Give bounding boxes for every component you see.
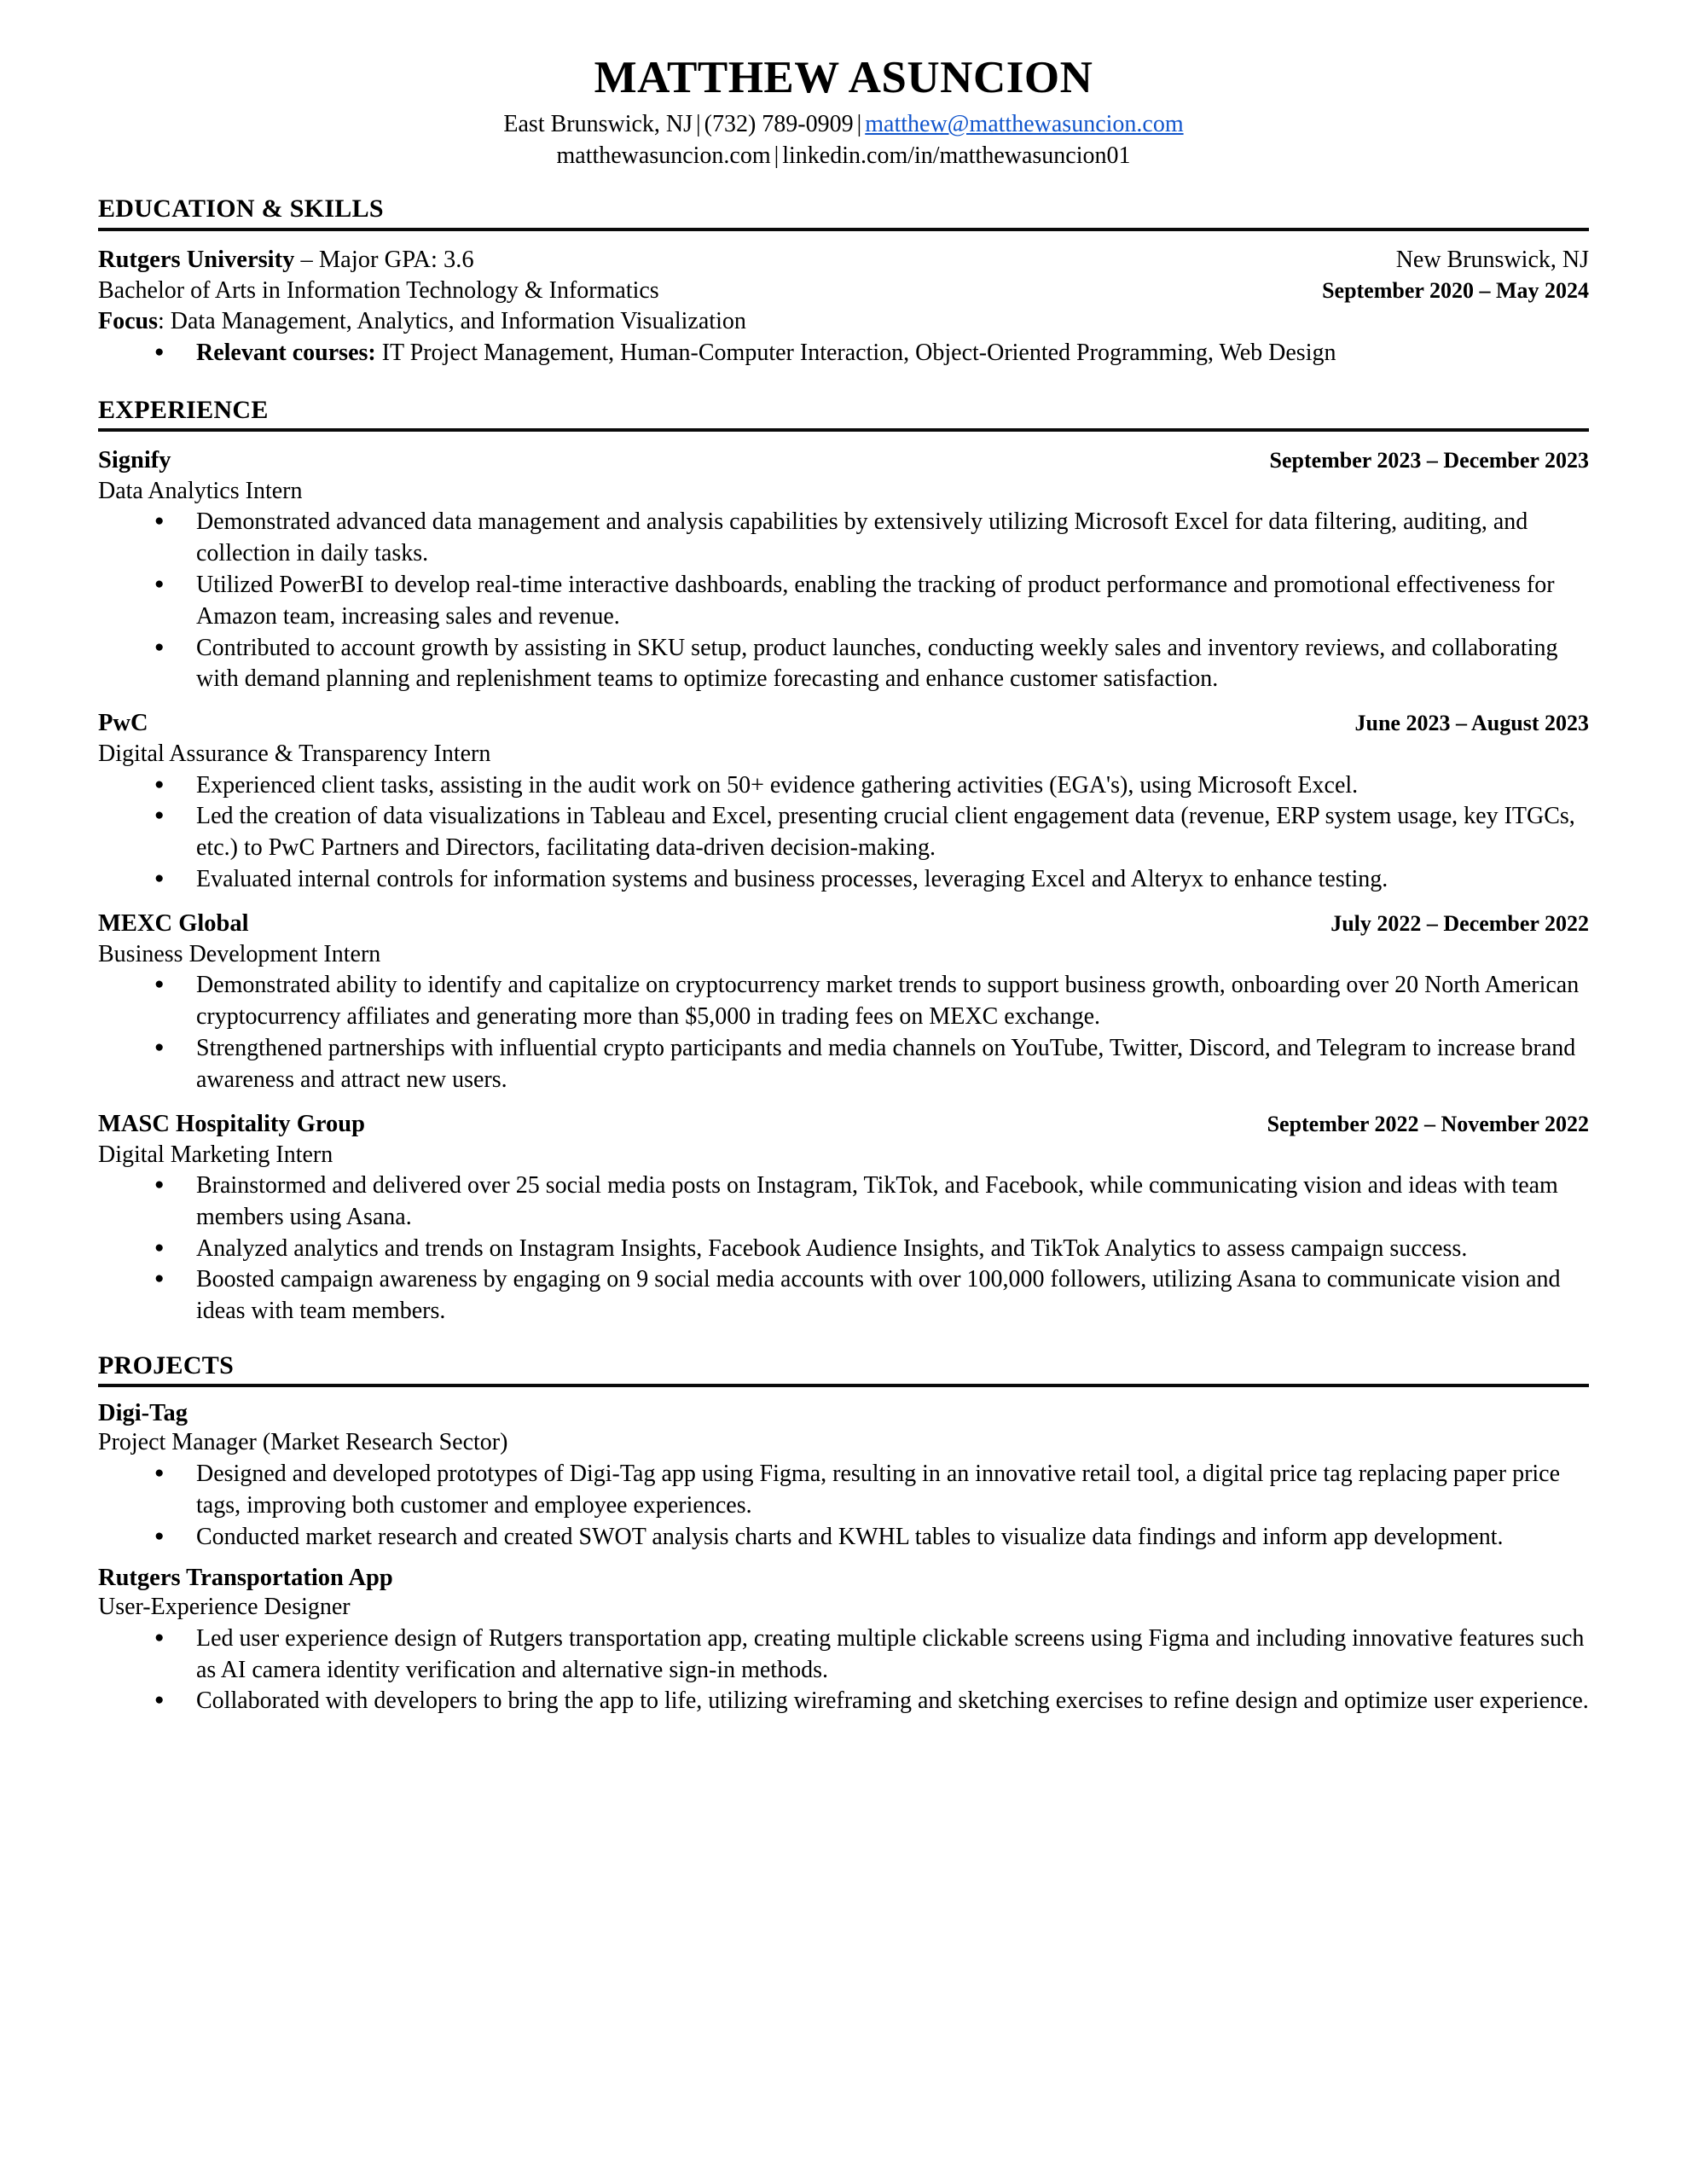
contact-website: matthewasuncion.com <box>556 142 771 169</box>
experience-company: Signify <box>98 446 171 473</box>
list-item: ● Experienced client tasks, assisting in the audit work on 50+ evidence gathering activities (EGA's), using Microsoft Excel. <box>98 770 1589 802</box>
list-item: ● Conducted market research and created SWOT analysis charts and KWHL tables to visualize data findings and inform app development. <box>98 1522 1589 1554</box>
list-item: ● Demonstrated ability to identify and capitalize on cryptocurrency market trends to support business growth, onboarding over 20 North American cryptocurrency affiliates and generating more than $5,000 in trading fees on MEXC exchange. <box>98 970 1589 1033</box>
education-courses-text: IT Project Management, Human-Computer Interaction, Object-Oriented Programming, Web Design <box>375 339 1336 366</box>
education-degree: Bachelor of Arts in Information Technology & Informatics <box>98 276 659 304</box>
experience-job-title: Data Analytics Intern <box>98 477 303 504</box>
list-item <box>98 338 1589 369</box>
experience-entry-list <box>98 444 1589 1327</box>
experience-company: MEXC Global <box>98 909 249 937</box>
section-title-education: EDUCATION & SKILLS <box>98 195 384 224</box>
list-item: ● Boosted campaign awareness by engaging on 9 social media accounts with over 100,000 followers, utilizing Asana to communicate vision and ideas with team members. <box>98 1264 1589 1327</box>
project-role: User-Experience Designer <box>98 1594 351 1621</box>
contact-location: East Brunswick, NJ <box>503 111 693 138</box>
bullet-list <box>98 1459 1589 1553</box>
section-experience <box>98 395 1589 1328</box>
contact-separator: | <box>774 142 780 169</box>
project-role: Project Manager (Market Research Sector) <box>98 1429 508 1456</box>
list-item: ● Demonstrated advanced data management and analysis capabilities by extensively utilizing Microsoft Excel for data filtering, auditing, and collection in daily tasks. <box>98 507 1589 570</box>
list-item: ● Evaluated internal controls for information systems and business processes, leveraging Excel and Alteryx to enhance testing. <box>98 864 1589 896</box>
bullet-list <box>98 770 1589 896</box>
education-row-degree <box>98 276 1589 306</box>
experience-company: PwC <box>98 710 148 737</box>
experience-company: MASC Hospitality Group <box>98 1110 366 1137</box>
experience-dates: September 2023 – December 2023 <box>1269 447 1589 473</box>
education-dates: September 2020 – May 2024 <box>1322 277 1589 303</box>
contact-phone: (732) 789-0909 <box>704 111 854 138</box>
project-entry-list <box>98 1400 1589 1717</box>
education-school <box>98 244 474 276</box>
list-item: ● Utilized PowerBI to develop real-time interactive dashboards, enabling the tracking of product performance and promotional effectiveness for Amazon team, increasing sales and revenue. <box>98 570 1589 633</box>
project-entry <box>98 1400 1589 1553</box>
contact-separator: | <box>696 111 701 138</box>
list-item: ● Strengthened partnerships with influential crypto participants and media channels on YouTube, Twitter, Discord, and Telegram to increase brand awareness and attract new users. <box>98 1033 1589 1096</box>
experience-entry-header <box>98 444 1589 476</box>
experience-entry <box>98 444 1589 695</box>
section-education <box>98 194 1589 369</box>
contact-linkedin: linkedin.com/in/matthewasuncion01 <box>782 142 1131 169</box>
experience-job-title: Digital Marketing Intern <box>98 1141 333 1168</box>
education-focus-text: : Data Management, Analytics, and Information Visualization <box>158 308 746 335</box>
experience-job-title: Business Development Intern <box>98 940 381 967</box>
bullet-list <box>98 1170 1589 1327</box>
experience-entry <box>98 707 1589 896</box>
education-courses-label: Relevant courses: <box>196 339 376 366</box>
experience-dates: June 2023 – August 2023 <box>1354 711 1589 736</box>
bullet-list <box>98 1623 1589 1717</box>
education-location: New Brunswick, NJ <box>1395 246 1589 273</box>
contact-line-primary <box>98 109 1589 140</box>
bullet-list <box>98 970 1589 1095</box>
project-entry <box>98 1565 1589 1717</box>
section-projects <box>98 1350 1589 1717</box>
experience-entry-header <box>98 1108 1589 1140</box>
education-row-school <box>98 244 1589 276</box>
list-item: ● Contributed to account growth by assisting in SKU setup, product launches, conducting weekly sales and inventory reviews, and collaborating with demand planning and replenishment teams to optimize forecasting and enhance customer satisfaction. <box>98 633 1589 696</box>
experience-entry <box>98 1108 1589 1328</box>
list-item: ● Brainstormed and delivered over 25 social media posts on Instagram, TikTok, and Facebook, while communicating vision and ideas with team members using Asana. <box>98 1170 1589 1234</box>
project-name: Digi-Tag <box>98 1400 188 1427</box>
section-title-projects: PROJECTS <box>98 1351 235 1380</box>
education-focus-label: Focus <box>98 308 158 335</box>
resume-header <box>98 0 1589 171</box>
candidate-name: MATTHEW ASUNCION <box>594 53 1093 102</box>
education-gpa: – Major GPA: 3.6 <box>294 246 474 273</box>
contact-email-link[interactable]: matthew@matthewasuncion.com <box>865 111 1184 138</box>
experience-dates: September 2022 – November 2022 <box>1267 1111 1589 1136</box>
education-bullet-list <box>98 338 1589 369</box>
section-title-experience: EXPERIENCE <box>98 395 269 424</box>
list-item: ● Led the creation of data visualizations in Tableau and Excel, presenting crucial client engagement data (revenue, ERP system usage, key ITGCs, etc.) to PwC Partners and Directors, facilitating data-driven decision-making. <box>98 801 1589 864</box>
contact-line-secondary <box>98 141 1589 171</box>
bullet-list <box>98 507 1589 695</box>
education-focus <box>98 306 1589 337</box>
contact-separator: | <box>856 111 862 138</box>
list-item: ● Collaborated with developers to bring the app to life, utilizing wireframing and sketching exercises to refine design and optimize user experience. <box>98 1686 1589 1717</box>
experience-entry-header <box>98 707 1589 739</box>
experience-job-title: Digital Assurance & Transparency Intern <box>98 741 491 768</box>
list-item: ● Led user experience design of Rutgers transportation app, creating multiple clickable screens using Figma and including innovative features such as AI camera identity verification and alternative sign-in methods. <box>98 1623 1589 1687</box>
education-school-name: Rutgers University <box>98 246 295 273</box>
project-name: Rutgers Transportation App <box>98 1565 393 1592</box>
experience-entry-header <box>98 908 1589 939</box>
experience-dates: July 2022 – December 2022 <box>1330 910 1589 936</box>
experience-entry <box>98 908 1589 1096</box>
list-item: ● Designed and developed prototypes of Digi-Tag app using Figma, resulting in an innovative retail tool, a digital price tag replacing paper price tags, improving both customer and employee experiences. <box>98 1459 1589 1522</box>
list-item: ● Analyzed analytics and trends on Instagram Insights, Facebook Audience Insights, and TikTok Analytics to assess campaign success. <box>98 1234 1589 1265</box>
